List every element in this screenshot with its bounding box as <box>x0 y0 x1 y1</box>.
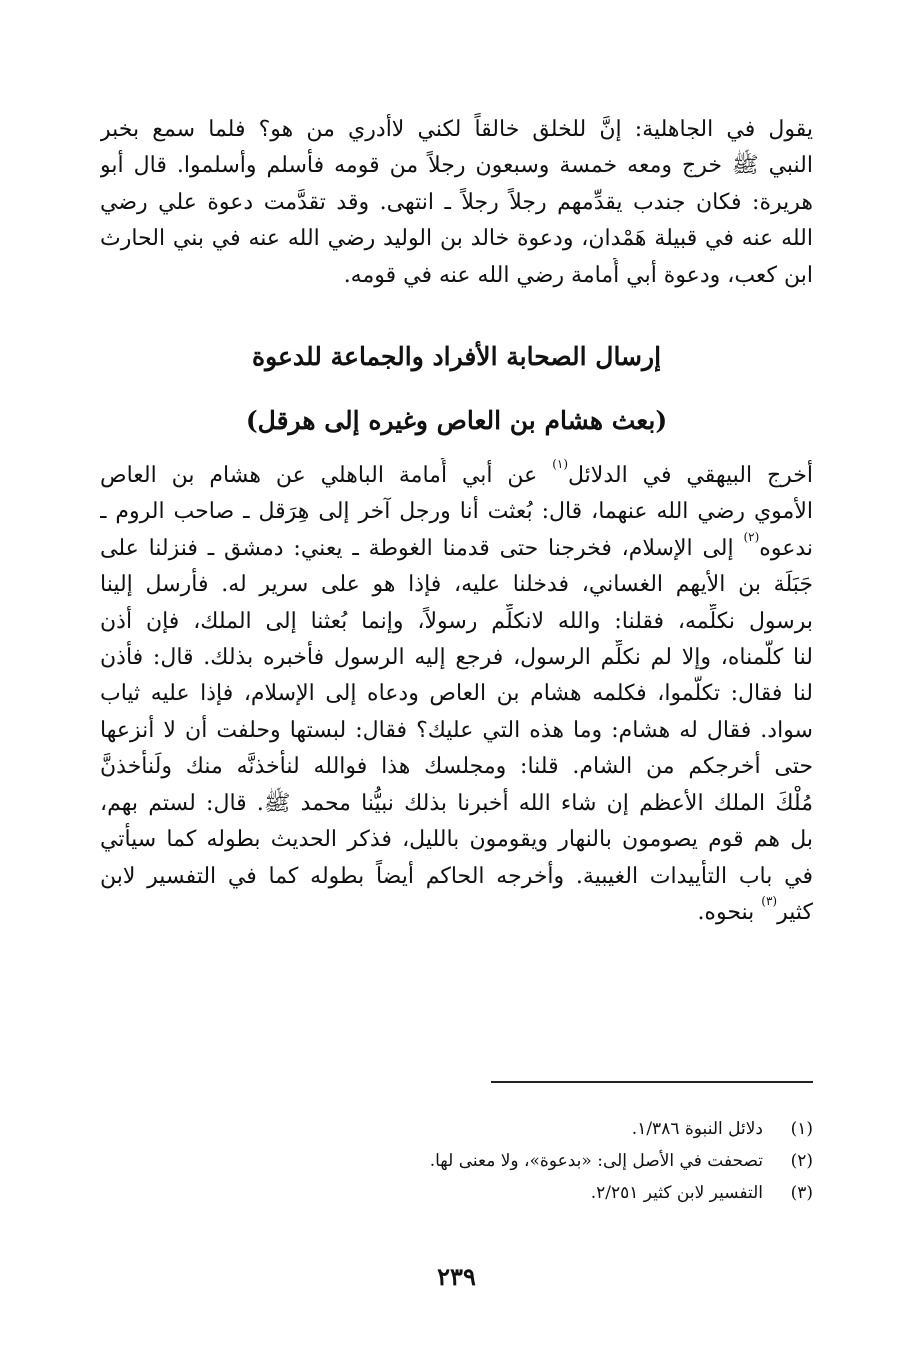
subsection-heading: (بعث هشام بن العاص وغيره إلى هرقل) <box>245 406 668 436</box>
text-segment: أخرج البيهقي في الدلائل <box>568 463 813 489</box>
footnote-number: (١) <box>790 1119 813 1139</box>
footnote-item <box>100 1113 813 1145</box>
text-line: ابن كعب، ودعوة أبي أُمامة رضي الله عنه في قومه. <box>343 262 813 288</box>
text-line: بل هم قوم يصومون بالنهار ويقومون بالليل، فذكر الحديث بطوله كما سيأتي <box>100 827 813 853</box>
footnote-ref-2[interactable]: (٢) <box>743 530 760 544</box>
footnote-item <box>100 1145 813 1177</box>
text-segment: ندعوه <box>759 535 813 561</box>
text-line: برسول نكلِّمه، فقلنا: والله لانكلِّم رسولاً، وإنما بُعثنا إلى الملك، فإن أذن <box>100 608 813 634</box>
paragraph-main <box>100 458 813 931</box>
footnote-ref-3[interactable]: (٣) <box>761 894 778 908</box>
footnote-text: تصحفت في الأصل إلى: «بدعوة»، ولا معنى لها. <box>429 1151 763 1171</box>
text-line: الله عنه في قبيلة هَمْدان، ودعوة خالد بن الوليد رضي الله عنه في بني الحارث <box>100 226 813 252</box>
text-line: الأموي رضي الله عنهما، قال: بُعثت أنا ورجل آخر إلى هِرَقل ـ صاحب الروم ـ <box>100 499 813 525</box>
text-line <box>100 895 813 931</box>
text-line: هريرة: فكان جندب يقدِّمهم رجلاً رجلاً ـ انتهى. وقد تقدَّمت دعوة علي رضي <box>100 189 813 215</box>
text-segment: بنحوه. <box>697 899 762 925</box>
text-segment: إلى الإسلام، فخرجنا حتى قدمنا الغوطة ـ يعني: دمشق ـ فنزلنا على <box>100 535 744 561</box>
page-number: ٢٣٩ <box>437 1262 476 1291</box>
text-line: سواد. فقال له هشام: وما هذه التي عليك؟ فقال: لبستها وحلفت أن لا أنزعها <box>100 717 813 743</box>
text-line <box>100 531 813 567</box>
text-segment: عن أبي أُمامة الباهلي عن هشام بن العاص <box>100 463 553 489</box>
footnotes <box>100 1113 813 1209</box>
text-line <box>100 458 813 494</box>
footnote-text: التفسير لابن كثير ٢/٢٥١. <box>590 1183 763 1203</box>
text-line: لنا فقال: تكلَّموا، فكلمه هشام بن العاص ودعاه إلى الإسلام، فإذا عليه ثياب <box>100 681 813 707</box>
text-line: جَبَلَة بن الأيهم الغساني، فدخلنا عليه، فإذا هو على سرير له. فأرسل إلينا <box>100 572 813 598</box>
text-line: حتى أخرجكم من الشام. قلنا: ومجلسك هذا فوالله لنأخذنَّه منك ولَنأخذنَّ <box>100 754 813 780</box>
footnote-number: (٢) <box>790 1151 813 1171</box>
footnote-text: دلائل النبوة ١/٣٨٦. <box>631 1119 763 1139</box>
footnote-number: (٣) <box>790 1183 813 1203</box>
footnote-item <box>100 1177 813 1209</box>
text-line: النبي ﷺ خرج ومعه خمسة وسبعون رجلاً من قومه فأسلم وأسلموا. قال أبو <box>100 153 813 179</box>
text-line: لنا كلَّمناه، وإلا لم نكلِّم الرسول، فرجع إليه الرسول فأخبره بذلك. قال: فأذن <box>100 645 813 671</box>
text-line: يقول في الجاهلية: إنَّ للخلق خالقاً لكني لاأدري من هو؟ فلما سمع بخبر <box>100 117 813 142</box>
section-heading: إرسال الصحابة الأفراد والجماعة للدعوة <box>251 342 662 372</box>
footnote-divider <box>491 1081 813 1083</box>
text-segment: كثير <box>777 899 813 925</box>
paragraph-intro <box>100 112 813 294</box>
page-body <box>100 112 813 931</box>
text-line: مُلْكَ الملك الأعظم إن شاء الله أخبرنا بذلك نبيُّنا محمد ﷺ. قال: لستم بهم، <box>100 790 813 816</box>
footnote-ref-1[interactable]: (١) <box>552 458 569 472</box>
text-line: في باب التأييدات الغيبية. وأخرجه الحاكم أيضاً بطوله كما في التفسير لابن <box>100 863 813 889</box>
